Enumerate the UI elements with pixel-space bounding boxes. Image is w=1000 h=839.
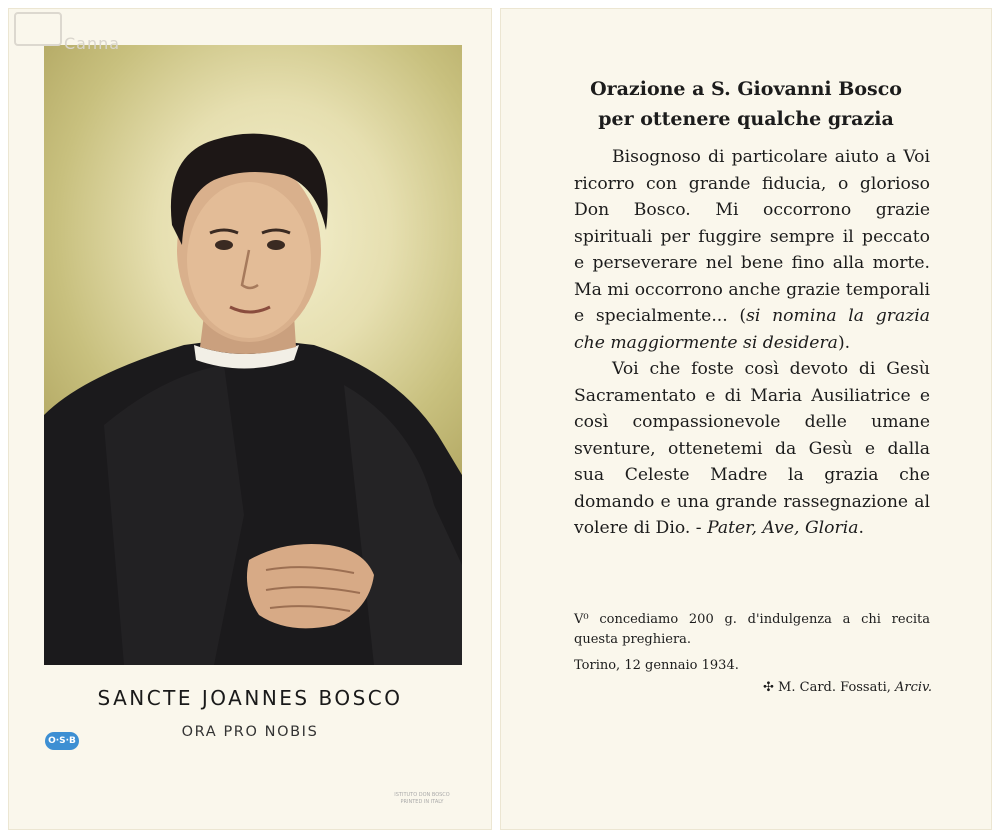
para2-italic: Pater, Ave, Gloria [707,518,859,538]
saint-portrait [44,45,462,665]
portrait-illustration [44,45,462,665]
portrait-card [8,8,492,830]
indulgence-note: V⁰ concediamo 200 g. d'indulgenza a chi recita questa preghiera. [574,612,930,647]
publisher-logo: O·S·B [45,732,79,750]
para1-end: ). [837,332,851,353]
prayer-paragraph-1 [574,144,930,356]
saint-name: SANCTE JOANNES BOSCO [97,686,403,710]
signature-name: ✣ M. Card. Fossati, [763,680,891,695]
printer-line-2: PRINTED IN ITALY [400,799,444,805]
para2-text: Voi che foste così devoto di Gesù Sacramentato e di Maria Ausiliatrice e così compassionevole delle umane sventure, ottenetemi da Gesù e dalla sua Celeste Madre la grazia che domando e una grande rassegnazione al volere di Dio. - [574,359,930,538]
prayer-title-line-1: Orazione a S. Giovanni Bosco [590,78,902,100]
para1-italic: si nomina la grazia che maggiormente si desidera [574,306,930,353]
watermark-logo-icon [14,12,62,46]
invocation-text: ORA PRO NOBIS [181,724,319,740]
printer-line-1: ISTITUTO DON BOSCO [394,792,450,798]
prayer-paragraph-2 [574,356,930,542]
prayer-card [500,8,992,830]
place-date: Torino, 12 gennaio 1934. [574,658,739,673]
prayer-title-line-2: per ottenere qualche grazia [598,108,894,130]
para1-text: Bisognoso di particolare aiuto a Voi ricorro con grande fiducia, o glorioso Don Bosco. Mi occorrono grazie spirituali per fuggire sempre il peccato e perseverare nel bene fino alla morte. Ma mi occorrono anche grazie temporali e specialmente... ( [574,147,930,326]
para2-end: . [858,518,864,538]
signature [763,680,932,695]
prayer-title [500,74,992,134]
prayer-body [574,144,930,542]
printer-imprint [392,792,452,806]
signature-title: Arciv. [895,680,932,695]
watermark-text: Canna [64,34,121,53]
